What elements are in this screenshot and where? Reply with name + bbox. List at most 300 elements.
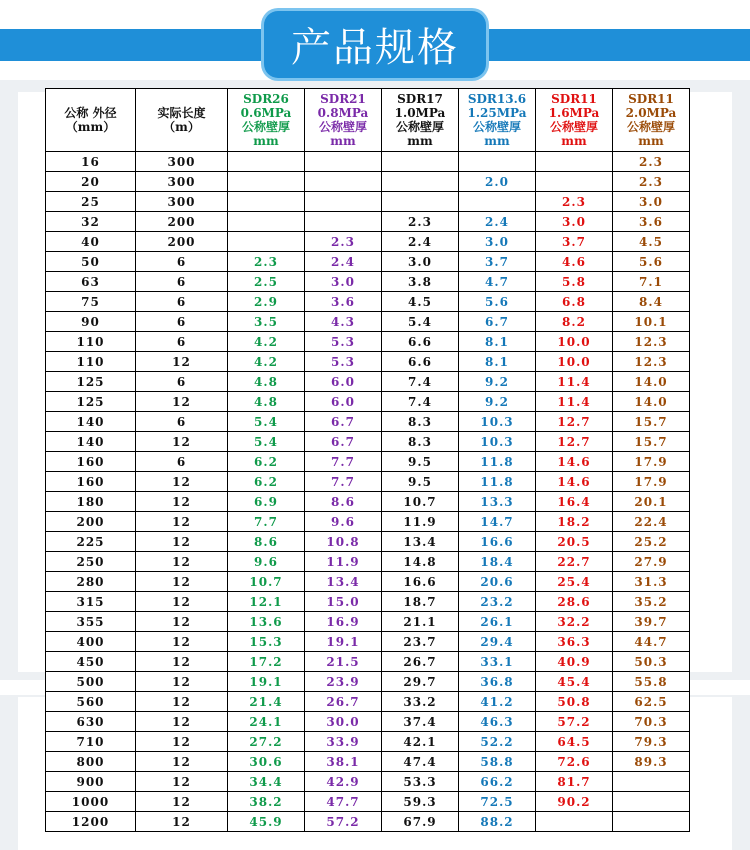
table-cell [228, 212, 305, 232]
table-cell: 12 [136, 672, 228, 692]
table-cell: 16.6 [459, 532, 536, 552]
table-cell: 7.7 [228, 512, 305, 532]
table-cell: 4.8 [228, 392, 305, 412]
table-cell: 2.4 [382, 232, 459, 252]
table-cell: 12 [136, 512, 228, 532]
table-cell: 9.2 [459, 372, 536, 392]
table-cell: 6 [136, 252, 228, 272]
column-header-line: mm [638, 134, 664, 148]
table-cell: 40.9 [536, 652, 613, 672]
table-cell: 5.4 [382, 312, 459, 332]
table-row [46, 732, 690, 752]
table-cell: 6 [136, 272, 228, 292]
table-cell: 180 [46, 492, 136, 512]
table-cell: 280 [46, 572, 136, 592]
table-cell: 26.1 [459, 612, 536, 632]
table-cell: 5.3 [305, 352, 382, 372]
table-row [46, 712, 690, 732]
column-header-line: 2.0MPa [625, 106, 677, 120]
table-cell [536, 172, 613, 192]
column-header-line: 公称壁厚 [395, 120, 444, 134]
table-cell: 10.3 [459, 412, 536, 432]
table-row [46, 332, 690, 352]
table-cell: 10.8 [305, 532, 382, 552]
table-cell: 2.3 [613, 172, 690, 192]
column-header-line: SDR13.6 [467, 92, 527, 106]
table-cell: 57.2 [305, 812, 382, 832]
table-cell: 31.3 [613, 572, 690, 592]
table-cell: 47.7 [305, 792, 382, 812]
table-cell: 63 [46, 272, 136, 292]
table-row [46, 472, 690, 492]
table-cell: 4.2 [228, 352, 305, 372]
table-cell: 4.3 [305, 312, 382, 332]
table-cell: 12 [136, 792, 228, 812]
table-cell: 200 [46, 512, 136, 532]
table-cell: 16 [46, 152, 136, 172]
table-cell: 800 [46, 752, 136, 772]
table-cell: 12.3 [613, 332, 690, 352]
table-cell: 5.3 [305, 332, 382, 352]
table-cell: 59.3 [382, 792, 459, 812]
table-cell: 6 [136, 292, 228, 312]
table-cell: 30.0 [305, 712, 382, 732]
table-cell: 7.4 [382, 372, 459, 392]
column-header-line: 实际长度 [157, 106, 206, 120]
table-cell: 12 [136, 492, 228, 512]
column-header-line: mm [253, 134, 279, 148]
table-cell: 10.7 [382, 492, 459, 512]
table-row [46, 672, 690, 692]
table-row [46, 552, 690, 572]
table-cell: 34.4 [228, 772, 305, 792]
table-cell: 17.9 [613, 452, 690, 472]
table-body [46, 152, 690, 832]
table-cell: 8.3 [382, 412, 459, 432]
table-cell: 12 [136, 652, 228, 672]
table-cell: 24.1 [228, 712, 305, 732]
table-cell: 41.2 [459, 692, 536, 712]
table-cell: 2.4 [305, 252, 382, 272]
table-cell: 3.7 [536, 232, 613, 252]
table-cell: 4.6 [536, 252, 613, 272]
table-cell: 4.8 [228, 372, 305, 392]
table-cell: 53.3 [382, 772, 459, 792]
table-cell: 6 [136, 412, 228, 432]
table-cell: 13.4 [305, 572, 382, 592]
table-cell: 400 [46, 632, 136, 652]
table-cell: 15.3 [228, 632, 305, 652]
table-cell: 28.6 [536, 592, 613, 612]
table-cell: 12 [136, 532, 228, 552]
column-header-line: mm [484, 134, 510, 148]
table-cell: 11.8 [459, 452, 536, 472]
column-header-line: 1.6MPa [548, 106, 600, 120]
table-cell [382, 152, 459, 172]
table-cell: 29.7 [382, 672, 459, 692]
table-cell: 14.7 [459, 512, 536, 532]
table-cell: 9.6 [305, 512, 382, 532]
table-cell: 14.0 [613, 372, 690, 392]
table-cell: 12 [136, 432, 228, 452]
table-cell: 20 [46, 172, 136, 192]
table-cell: 50.3 [613, 652, 690, 672]
table-cell: 32 [46, 212, 136, 232]
column-header [136, 89, 228, 152]
table-cell: 18.7 [382, 592, 459, 612]
table-cell [459, 192, 536, 212]
table-row [46, 192, 690, 212]
table-cell: 4.2 [228, 332, 305, 352]
table-cell: 75 [46, 292, 136, 312]
column-header-line: 公称壁厚 [472, 120, 521, 134]
table-cell: 12 [136, 772, 228, 792]
table-cell: 6 [136, 332, 228, 352]
table-cell: 2.3 [382, 212, 459, 232]
table-cell: 12 [136, 712, 228, 732]
table-cell: 4.5 [613, 232, 690, 252]
table-row [46, 372, 690, 392]
table-cell: 3.0 [459, 232, 536, 252]
table-cell: 110 [46, 352, 136, 372]
table-cell: 90 [46, 312, 136, 332]
table-cell: 2.3 [613, 152, 690, 172]
table-cell: 225 [46, 532, 136, 552]
column-header-line: mm [561, 134, 587, 148]
table-cell: 2.5 [228, 272, 305, 292]
column-header-line: SDR21 [320, 92, 366, 106]
table-row [46, 352, 690, 372]
table-cell: 12 [136, 752, 228, 772]
table-cell: 12 [136, 572, 228, 592]
table-cell: 12 [136, 812, 228, 832]
table-cell: 10.3 [459, 432, 536, 452]
table-cell: 3.0 [613, 192, 690, 212]
table-cell: 6 [136, 312, 228, 332]
table-cell: 46.3 [459, 712, 536, 732]
table-cell: 125 [46, 372, 136, 392]
table-row [46, 292, 690, 312]
table-cell: 12.1 [228, 592, 305, 612]
page-title: 产品规格 [264, 11, 486, 78]
table-cell: 62.5 [613, 692, 690, 712]
table-cell: 140 [46, 432, 136, 452]
table-cell: 7.1 [613, 272, 690, 292]
table-cell: 15.7 [613, 412, 690, 432]
table-cell: 6.6 [382, 352, 459, 372]
table-cell: 7.7 [305, 452, 382, 472]
table-cell: 36.3 [536, 632, 613, 652]
table-cell [305, 172, 382, 192]
table-row [46, 572, 690, 592]
table-cell: 27.2 [228, 732, 305, 752]
column-header-line: 公称 外径 [64, 106, 117, 120]
table-row [46, 772, 690, 792]
table-row [46, 432, 690, 452]
column-header-line: 0.8MPa [317, 106, 369, 120]
table-cell [228, 152, 305, 172]
table-cell: 33.1 [459, 652, 536, 672]
table-cell: 12 [136, 392, 228, 412]
table-cell: 3.5 [228, 312, 305, 332]
table-cell: 20.5 [536, 532, 613, 552]
column-header-line: SDR11 [551, 92, 597, 106]
table-cell: 12 [136, 732, 228, 752]
table-cell: 25.2 [613, 532, 690, 552]
table-cell: 2.0 [459, 172, 536, 192]
table-cell: 6.8 [536, 292, 613, 312]
table-cell: 8.6 [305, 492, 382, 512]
table-cell: 19.1 [228, 672, 305, 692]
table-row [46, 172, 690, 192]
column-header-line: （m） [163, 120, 200, 134]
table-cell: 36.8 [459, 672, 536, 692]
table-cell: 50.8 [536, 692, 613, 712]
table-cell: 1200 [46, 812, 136, 832]
table-cell: 20.1 [613, 492, 690, 512]
table-cell: 6.2 [228, 452, 305, 472]
table-cell: 23.2 [459, 592, 536, 612]
table-cell: 23.7 [382, 632, 459, 652]
table-cell: 14.6 [536, 452, 613, 472]
table-cell: 70.3 [613, 712, 690, 732]
column-header-line: 1.0MPa [394, 106, 446, 120]
table-row [46, 392, 690, 412]
table-cell: 250 [46, 552, 136, 572]
table-cell: 55.8 [613, 672, 690, 692]
table-cell: 9.6 [228, 552, 305, 572]
table-cell: 6.0 [305, 372, 382, 392]
table-cell: 13.4 [382, 532, 459, 552]
table-cell: 355 [46, 612, 136, 632]
table-cell: 5.8 [536, 272, 613, 292]
table-cell: 42.1 [382, 732, 459, 752]
table-cell: 12 [136, 612, 228, 632]
column-header [536, 89, 613, 152]
table-cell: 630 [46, 712, 136, 732]
table-cell: 89.3 [613, 752, 690, 772]
table-cell: 6.7 [459, 312, 536, 332]
table-cell: 26.7 [305, 692, 382, 712]
table-cell: 12.3 [613, 352, 690, 372]
table-row [46, 692, 690, 712]
table-row [46, 612, 690, 632]
table-cell: 20.6 [459, 572, 536, 592]
table-row [46, 512, 690, 532]
table-cell: 6.6 [382, 332, 459, 352]
column-header-line: SDR17 [397, 92, 443, 106]
table-cell: 200 [136, 212, 228, 232]
table-cell: 8.1 [459, 332, 536, 352]
table-cell: 5.6 [459, 292, 536, 312]
table-cell: 19.1 [305, 632, 382, 652]
table-cell: 6.9 [228, 492, 305, 512]
column-header [305, 89, 382, 152]
column-header-line: mm [407, 134, 433, 148]
table-cell: 88.2 [459, 812, 536, 832]
column-header [228, 89, 305, 152]
table-cell: 3.8 [382, 272, 459, 292]
table-cell: 72.6 [536, 752, 613, 772]
table-cell: 27.9 [613, 552, 690, 572]
table-cell: 21.5 [305, 652, 382, 672]
table-cell: 25 [46, 192, 136, 212]
table-cell: 16.9 [305, 612, 382, 632]
column-header-line: 1.25MPa [467, 106, 527, 120]
table-cell: 9.5 [382, 472, 459, 492]
table-cell: 15.0 [305, 592, 382, 612]
column-header-line: 公称壁厚 [318, 120, 367, 134]
table-cell: 22.4 [613, 512, 690, 532]
table-cell: 6 [136, 452, 228, 472]
table-cell [305, 152, 382, 172]
table-cell [536, 152, 613, 172]
table-row [46, 632, 690, 652]
table-cell: 160 [46, 472, 136, 492]
table-cell: 10.0 [536, 352, 613, 372]
table-cell: 6 [136, 372, 228, 392]
table-cell [382, 172, 459, 192]
table-cell: 90.2 [536, 792, 613, 812]
table-cell: 14.6 [536, 472, 613, 492]
column-header-line: 公称壁厚 [241, 120, 290, 134]
table-cell: 38.1 [305, 752, 382, 772]
table-row [46, 592, 690, 612]
table-cell [228, 192, 305, 212]
table-cell: 11.9 [382, 512, 459, 532]
table-cell: 50 [46, 252, 136, 272]
table-row [46, 152, 690, 172]
table-row [46, 812, 690, 832]
table-cell: 45.9 [228, 812, 305, 832]
table-cell: 16.4 [536, 492, 613, 512]
table-cell: 3.0 [382, 252, 459, 272]
table-cell: 7.7 [305, 472, 382, 492]
table-cell: 81.7 [536, 772, 613, 792]
table-cell: 12.7 [536, 412, 613, 432]
table-cell: 39.7 [613, 612, 690, 632]
column-header [459, 89, 536, 152]
table-cell: 1000 [46, 792, 136, 812]
table-cell: 2.3 [536, 192, 613, 212]
table-cell: 8.2 [536, 312, 613, 332]
table-row [46, 452, 690, 472]
table-cell: 900 [46, 772, 136, 792]
table-cell: 21.4 [228, 692, 305, 712]
table-row [46, 232, 690, 252]
column-header [613, 89, 690, 152]
table-cell: 5.6 [613, 252, 690, 272]
table-row [46, 252, 690, 272]
table-header-row [46, 89, 690, 152]
column-header [46, 89, 136, 152]
column-header-line: 公称壁厚 [626, 120, 675, 134]
table-cell: 6.7 [305, 432, 382, 452]
table-cell: 33.9 [305, 732, 382, 752]
table-row [46, 272, 690, 292]
table-cell [382, 192, 459, 212]
table-cell: 23.9 [305, 672, 382, 692]
table-cell: 3.0 [305, 272, 382, 292]
table-row [46, 312, 690, 332]
table-cell: 66.2 [459, 772, 536, 792]
table-cell: 15.7 [613, 432, 690, 452]
table-cell: 18.4 [459, 552, 536, 572]
table-cell: 12 [136, 632, 228, 652]
table-cell: 8.6 [228, 532, 305, 552]
table-cell: 13.6 [228, 612, 305, 632]
table-cell: 2.9 [228, 292, 305, 312]
table-cell: 12 [136, 692, 228, 712]
table-cell: 3.6 [613, 212, 690, 232]
table-cell: 37.4 [382, 712, 459, 732]
table-cell: 52.2 [459, 732, 536, 752]
table-cell: 10.0 [536, 332, 613, 352]
table-cell: 42.9 [305, 772, 382, 792]
table-cell: 6.0 [305, 392, 382, 412]
table-cell: 2.4 [459, 212, 536, 232]
column-header-line: SDR26 [243, 92, 289, 106]
table-cell: 12 [136, 592, 228, 612]
table-cell: 7.4 [382, 392, 459, 412]
table-cell: 6.2 [228, 472, 305, 492]
table-cell: 17.9 [613, 472, 690, 492]
table-cell: 58.8 [459, 752, 536, 772]
table-cell: 12 [136, 352, 228, 372]
column-header-line: mm [330, 134, 356, 148]
table-cell: 11.4 [536, 372, 613, 392]
table-cell: 110 [46, 332, 136, 352]
table-cell: 3.0 [536, 212, 613, 232]
table-cell [305, 192, 382, 212]
table-cell: 40 [46, 232, 136, 252]
table-cell: 9.5 [382, 452, 459, 472]
table-cell: 44.7 [613, 632, 690, 652]
table-cell: 2.3 [228, 252, 305, 272]
table-cell [613, 792, 690, 812]
table-cell: 26.7 [382, 652, 459, 672]
column-header [382, 89, 459, 152]
table-cell [613, 812, 690, 832]
table-cell: 9.2 [459, 392, 536, 412]
table-cell: 4.7 [459, 272, 536, 292]
table-row [46, 792, 690, 812]
table-cell: 18.2 [536, 512, 613, 532]
table-cell: 79.3 [613, 732, 690, 752]
column-header-line: 0.6MPa [240, 106, 292, 120]
spec-table [45, 88, 690, 832]
table-cell: 4.5 [382, 292, 459, 312]
table-cell: 17.2 [228, 652, 305, 672]
table-cell: 25.4 [536, 572, 613, 592]
table-cell: 3.7 [459, 252, 536, 272]
table-cell: 8.4 [613, 292, 690, 312]
table-cell: 57.2 [536, 712, 613, 732]
table-cell [536, 812, 613, 832]
table-cell: 12 [136, 472, 228, 492]
column-header-line: （mm） [65, 120, 116, 134]
table-cell: 140 [46, 412, 136, 432]
table-cell: 125 [46, 392, 136, 412]
column-header-line: SDR11 [628, 92, 674, 106]
table-cell: 5.4 [228, 412, 305, 432]
table-row [46, 212, 690, 232]
table-cell: 29.4 [459, 632, 536, 652]
table-cell: 300 [136, 172, 228, 192]
table-cell: 10.1 [613, 312, 690, 332]
table-cell: 160 [46, 452, 136, 472]
table-cell: 14.8 [382, 552, 459, 572]
